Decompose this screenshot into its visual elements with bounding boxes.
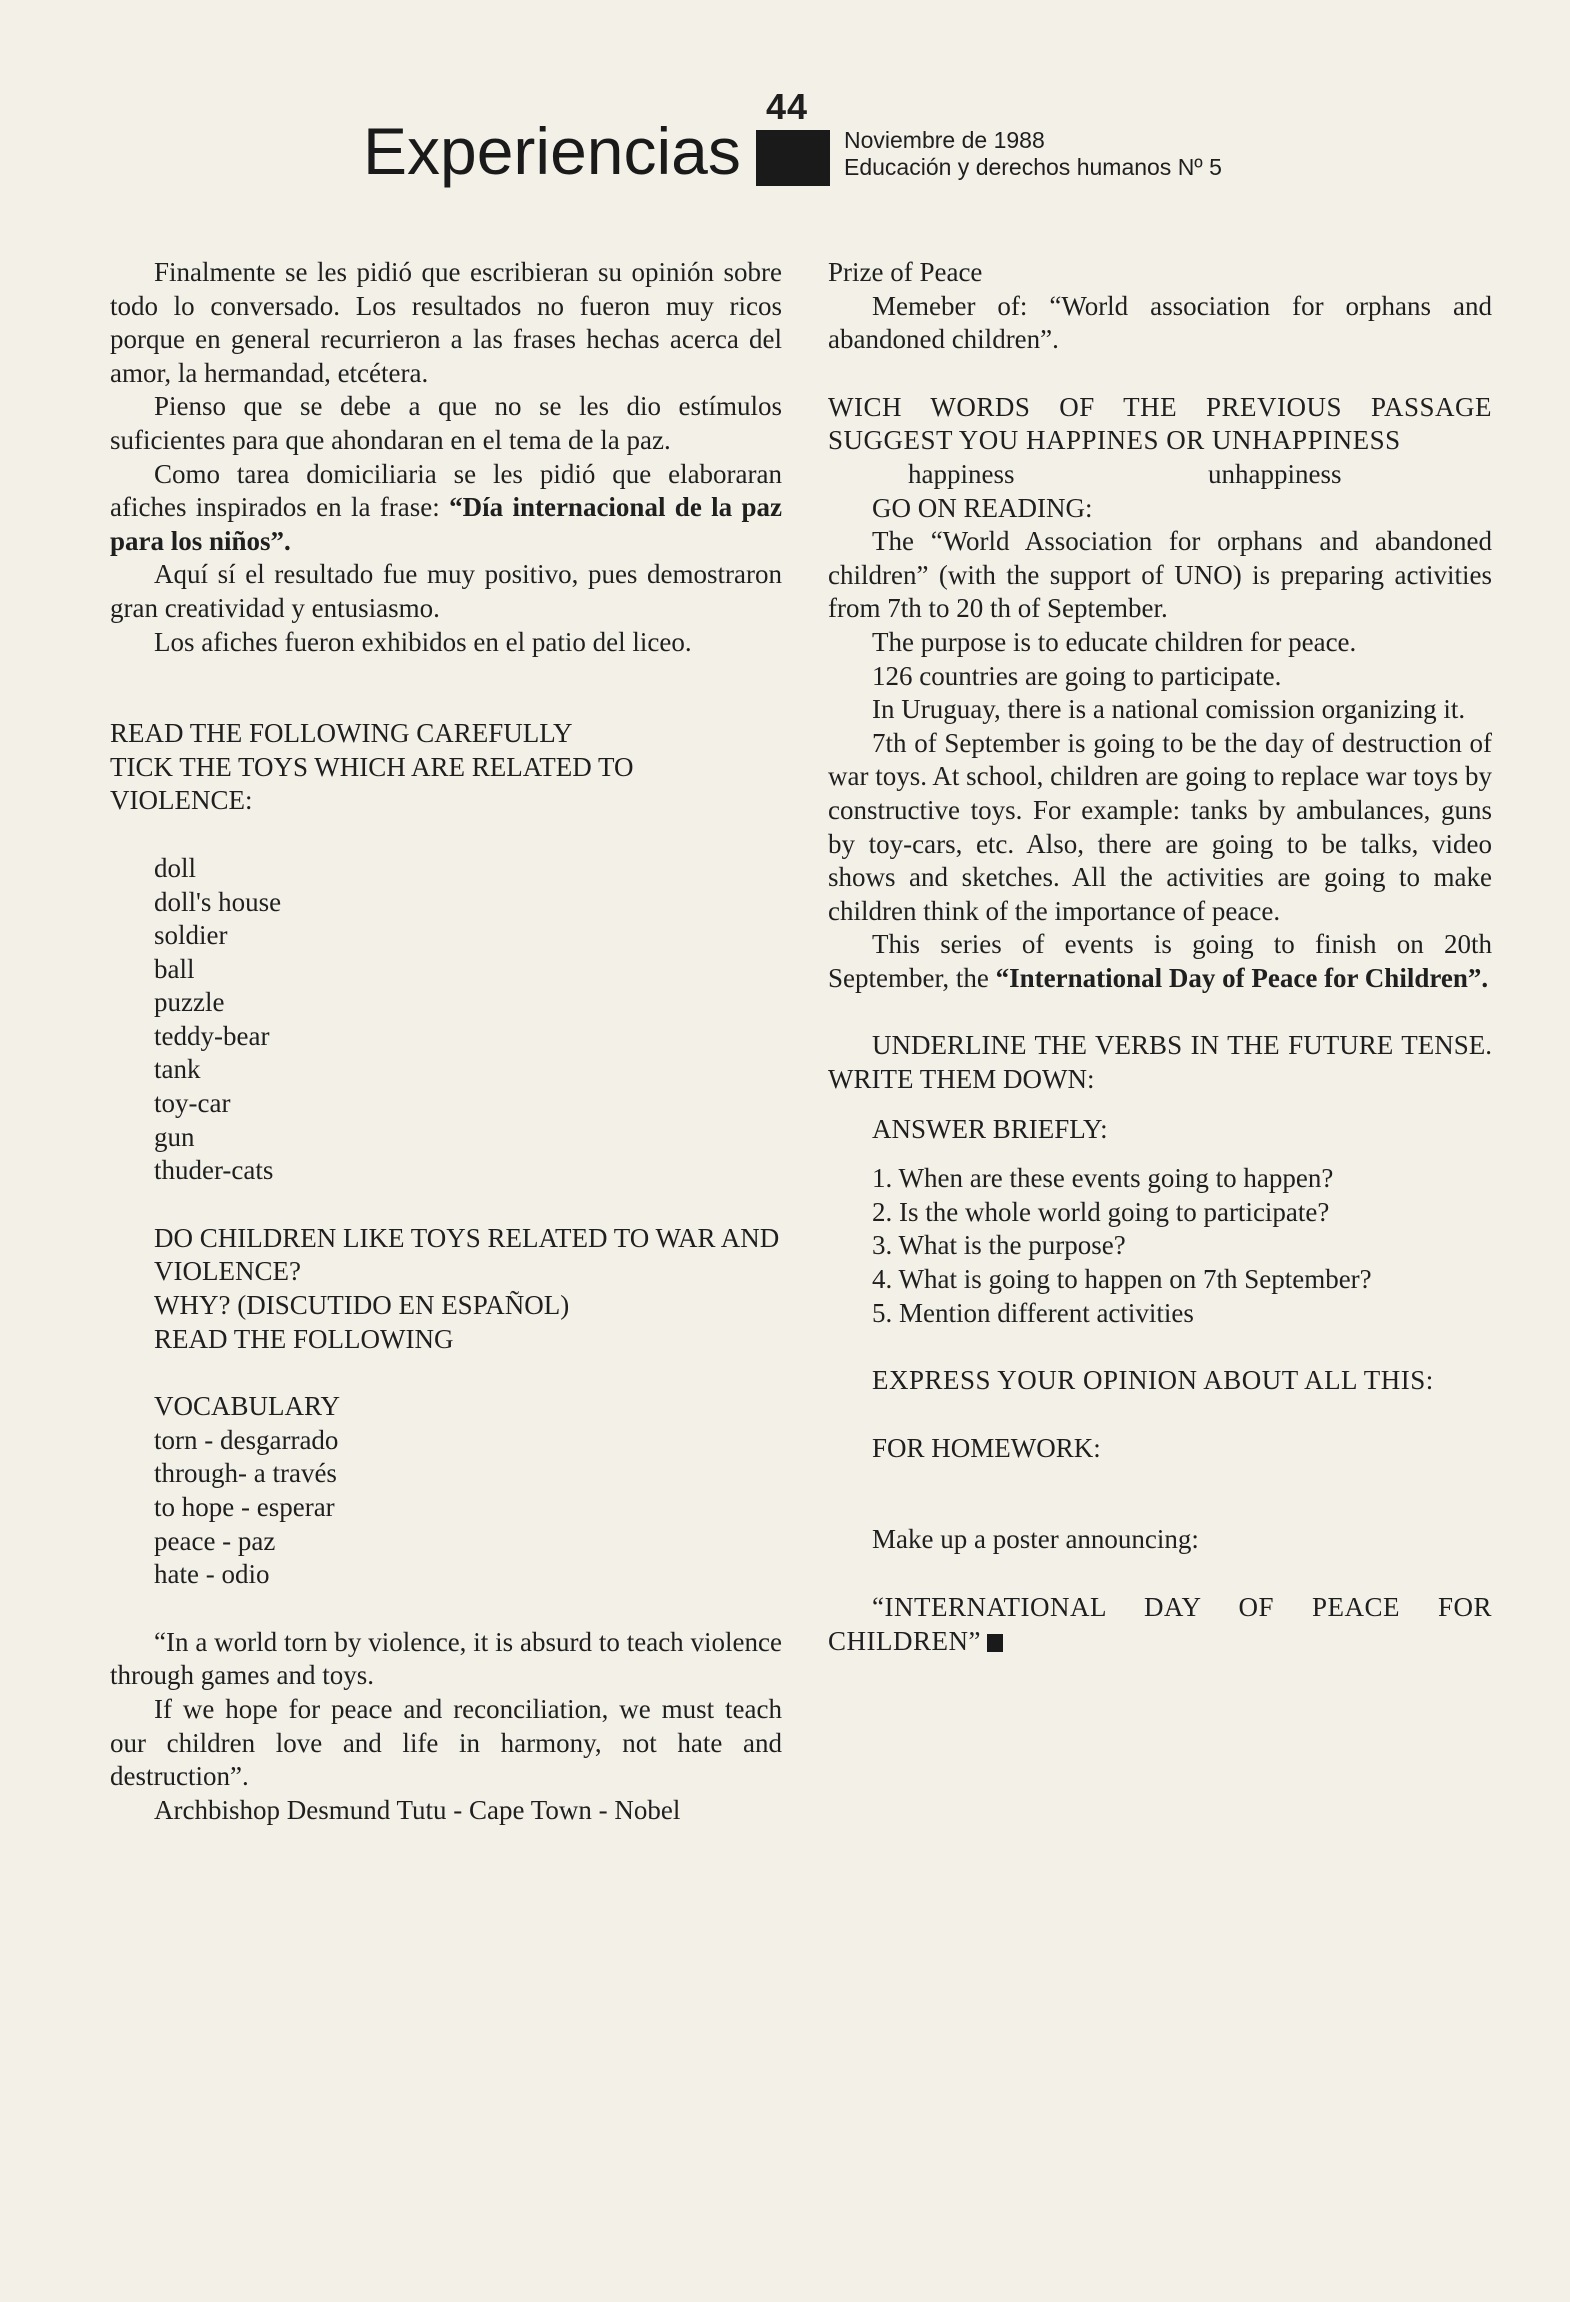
list-item: torn - desgarrado <box>154 1424 339 1455</box>
list-item: 2. Is the whole world going to participate? <box>872 1196 1330 1227</box>
list-item: 1. When are these events going to happen? <box>872 1163 1334 1194</box>
reading-paragraph-2: The purpose is to educate children for peace. <box>872 626 1357 657</box>
instruction-homework: FOR HOMEWORK: <box>872 1432 1101 1463</box>
list-item: to hope - esperar <box>154 1492 335 1522</box>
poster-title <box>828 1591 1492 1658</box>
homework-phrase: “Día internacional de la paz para los niños”. <box>110 492 782 556</box>
attribution-continued: Prize of Peace <box>828 257 983 287</box>
reading-paragraph-6 <box>828 928 1492 995</box>
list-item: 5. Mention different activities <box>872 1297 1194 1328</box>
instruction-express: EXPRESS YOUR OPINION ABOUT ALL THIS: <box>872 1365 1434 1396</box>
question-read: READ THE FOLLOWING <box>154 1323 454 1354</box>
list-item: tank <box>154 1054 201 1085</box>
list-item: 3. What is the purpose? <box>872 1230 1126 1261</box>
list-item: doll <box>154 852 197 883</box>
member-of: Memeber of: “World association for orphans and abandoned children”. <box>828 290 1492 355</box>
list-item: thuder-cats <box>154 1155 274 1186</box>
list-item: soldier <box>154 920 228 951</box>
paragraph-exhibit: Los afiches fueron exhibidos en el patio del liceo. <box>154 626 692 657</box>
page-number: 44 <box>766 86 809 127</box>
vocabulary-block <box>110 1390 782 1592</box>
vocabulary-title: VOCABULARY <box>154 1391 341 1422</box>
homework-text: Como tarea domiciliaria se les pidió que elaboraran afiches inspirados en la frase: <box>110 458 782 523</box>
reading-paragraph-5: 7th of September is going to be the day of destruction of war toys. At school, children are going to replace war toys by constructive toys. For example: tanks by ambulances, guns by toy-cars, etc. Also, there are going to be talks, video shows and sketches. All the activities are going to make children think of the importance of peace. <box>828 727 1492 926</box>
issue-date: Noviembre de 1988 <box>844 127 1045 153</box>
instruction-tick: TICK THE TOYS WHICH ARE RELATED TO VIOLENCE: <box>110 751 634 816</box>
left-column <box>110 256 782 1827</box>
unhappiness-label: unhappiness <box>1208 458 1342 489</box>
instruction-words: WICH WORDS OF THE PREVIOUS PASSAGE SUGGEST YOU HAPPINES OR UNHAPPINESS <box>828 391 1492 456</box>
paragraph-opinion: Finalmente se les pidió que escribieran su opinión sobre todo lo conversado. Los resultados no fueron muy ricos porque en general recurrieron a las frases hechas acerca del amor, la hermandad, etcétera. <box>110 257 782 388</box>
question-why: WHY? (DISCUTIDO EN ESPAÑOL) <box>154 1290 570 1321</box>
question-list <box>828 1162 1492 1330</box>
header-black-block <box>756 130 830 186</box>
series-phrase: “International Day of Peace for Children”. <box>995 962 1489 993</box>
quote-attribution: Archbishop Desmund Tutu - Cape Town - Nobel <box>154 1794 681 1825</box>
list-item: toy-car <box>154 1088 231 1119</box>
go-on-reading: GO ON READING: <box>872 492 1093 523</box>
quote-part-2: If we hope for peace and reconciliation, we must teach our children love and life in harmony, not hate and destruction”. <box>110 1693 782 1792</box>
list-item: puzzle <box>154 987 225 1018</box>
instruction-answer: ANSWER BRIEFLY: <box>872 1113 1108 1144</box>
paragraph-homework <box>110 458 782 559</box>
reading-paragraph-1: The “World Association for orphans and abandoned children” (with the support of UNO) is preparing activities from 7th to 20 th of September. <box>828 526 1492 624</box>
list-item: through- a través <box>154 1458 337 1489</box>
section-title: Experiencias <box>363 114 741 188</box>
list-item: ball <box>154 953 195 984</box>
paragraph-stimulus: Pienso que se debe a que no se les dio estímulos suficientes para que ahondaran en el tema de la paz. <box>110 391 782 455</box>
poster-title-text: “INTERNATIONAL DAY OF PEACE FOR CHILDREN” <box>828 1592 1492 1656</box>
paragraph-result: Aquí sí el resultado fue muy positivo, pues demostraron gran creatividad y entusiasmo. <box>110 559 782 623</box>
list-item: gun <box>154 1121 195 1152</box>
series-text: This series of events is going to finish on 20th September, the <box>828 929 1492 993</box>
list-item: hate - odio <box>154 1559 270 1590</box>
list-item: doll's house <box>154 886 282 917</box>
publication-name: Educación y derechos humanos Nº 5 <box>844 154 1222 180</box>
toy-list <box>110 852 782 1188</box>
reading-paragraph-3: 126 countries are going to participate. <box>872 660 1282 691</box>
reading-paragraph-4: In Uruguay, there is a national comission organizing it. <box>872 694 1466 725</box>
list-item: 4. What is going to happen on 7th September? <box>872 1264 1372 1295</box>
end-square-icon <box>987 1634 1003 1652</box>
quote-part-1: “In a world torn by violence, it is absurd to teach violence through games and toys. <box>110 1626 782 1691</box>
question-war-toys: DO CHILDREN LIKE TOYS RELATED TO WAR AND VIOLENCE? <box>154 1222 780 1287</box>
page-header <box>0 0 1570 200</box>
instruction-poster: Make up a poster announcing: <box>872 1524 1199 1555</box>
list-item: peace - paz <box>154 1525 276 1556</box>
instruction-read: READ THE FOLLOWING CAREFULLY <box>110 718 573 749</box>
instruction-underline: UNDERLINE THE VERBS IN THE FUTURE TENSE. WRITE THEM DOWN: <box>828 1030 1492 1095</box>
happiness-columns <box>828 458 1492 492</box>
happiness-label: happiness <box>908 458 1015 489</box>
right-column <box>828 256 1492 1658</box>
question-block <box>110 1222 782 1356</box>
list-item: teddy-bear <box>154 1020 270 1051</box>
